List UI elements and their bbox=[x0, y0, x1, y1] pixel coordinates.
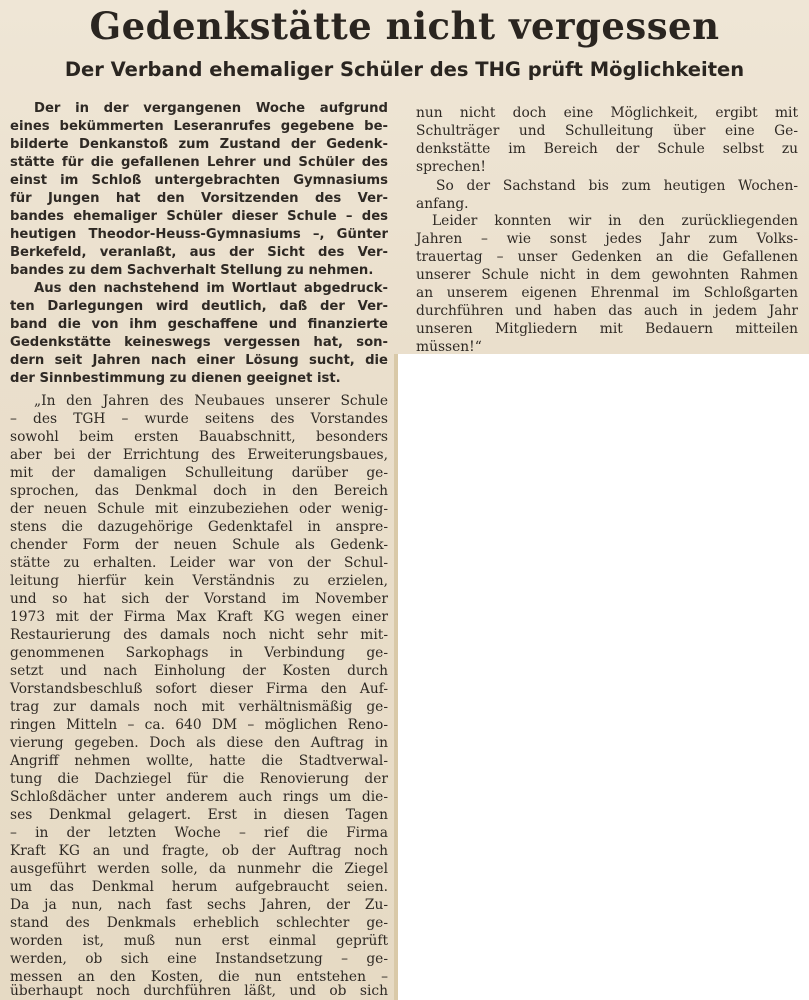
body-line: setzt und nach Einholung der Kosten durch bbox=[10, 663, 388, 679]
body-line: Schloßdächer unter anderem auch rings um die- bbox=[10, 789, 388, 805]
lead-line: heutigen Theodor-Heuss-Gymnasiums –, Günter bbox=[10, 227, 388, 242]
body-line: stand des Denkmals erheblich schlechter ge- bbox=[10, 915, 388, 931]
right-line: unseren Mitgliedern mit Bedauern mitteilen bbox=[416, 321, 798, 337]
body-line: ringen Mitteln – ca. 640 DM – möglichen Reno- bbox=[10, 717, 388, 733]
body-line: werden, ob sich eine Instandsetzung – ge- bbox=[10, 951, 388, 967]
body-line: sprochen, das Denkmal doch in den Bereich bbox=[10, 483, 388, 499]
body-line: ses Denkmal gelagert. Erst in diesen Tagen bbox=[10, 807, 388, 823]
lead-line: Gedenkstätte keineswegs vergessen hat, son- bbox=[10, 335, 388, 350]
right-line: So der Sachstand bis zum heutigen Wochen- bbox=[436, 178, 798, 194]
body-line: genommenen Sarkophags in Verbindung ge- bbox=[10, 645, 388, 661]
right-line: Jahren – wie sonst jedes Jahr zum Volks- bbox=[416, 231, 798, 247]
body-line: Da ja nun, nach fast sechs Jahren, der Zu- bbox=[10, 897, 388, 913]
body-line: Angriff nehmen wollte, hatte die Stadtverwal- bbox=[10, 753, 388, 769]
lead-line: stätte für die gefallenen Lehrer und Schüler des bbox=[10, 155, 388, 170]
lead-line: bandes zu dem Sachverhalt Stellung zu nehmen. bbox=[10, 263, 374, 278]
body-line: chender Form der neuen Schule als Gedenk- bbox=[10, 537, 388, 553]
body-line: stens die dazugehörige Gedenktafel in anspre- bbox=[10, 519, 388, 535]
lead-line: für Jungen hat den Vorsitzenden des Ver- bbox=[10, 191, 388, 206]
lead-line: bandes ehemaliger Schüler dieser Schule – des bbox=[10, 209, 388, 224]
right-line: trauertag – unser Gedenken an die Gefallenen bbox=[416, 249, 798, 265]
body-line: – in der letzten Woche – rief die Firma bbox=[10, 825, 388, 841]
body-line: um das Denkmal herum aufgebraucht seien. bbox=[10, 879, 388, 895]
body-line: Vorstandsbeschluß sofort dieser Firma den Auf- bbox=[10, 681, 388, 697]
body-line: sowohl beim ersten Bauabschnitt, besonders bbox=[10, 429, 388, 445]
body-line: messen an den Kosten, die nun entstehen – bbox=[10, 969, 388, 985]
right-line: denkstätte im Bereich der Schule selbst zu bbox=[416, 141, 798, 157]
lead-line: eines bekümmerten Leseranrufes gegebene be- bbox=[10, 119, 388, 134]
body-line: worden ist, muß nun erst einmal geprüft bbox=[10, 933, 388, 949]
body-line: mit der damaligen Schulleitung darüber ge- bbox=[10, 465, 388, 481]
body-line: tung die Dachziegel für die Renovierung der bbox=[10, 771, 388, 787]
lead-line: einst im Schloß untergebrachten Gymnasiums bbox=[10, 173, 388, 188]
article-headline: Gedenkstätte nicht vergessen bbox=[89, 4, 720, 48]
article-subheadline: Der Verband ehemaliger Schüler des THG prüft Möglichkeiten bbox=[64, 58, 745, 81]
lead-line: Aus den nachstehend im Wortlaut abgedruck- bbox=[34, 281, 388, 296]
lead-line: der Sinnbestimmung zu dienen geeignet ist. bbox=[10, 371, 341, 386]
body-line: 1973 mit der Firma Max Kraft KG wegen einer bbox=[10, 609, 388, 625]
body-line: Restaurierung des damals noch nicht sehr mit- bbox=[10, 627, 388, 643]
body-line: ausgeführt werden solle, da nunmehr die Ziegel bbox=[10, 861, 388, 877]
body-line: stätte zu erhalten. Leider war von der Schul- bbox=[10, 555, 388, 571]
right-line: unserer Schule nicht in dem gewohnten Rahmen bbox=[416, 267, 798, 283]
body-line: trag zur damals noch mit verhältnismäßig ge- bbox=[10, 699, 388, 715]
right-line: Schulträger und Schulleitung über eine Ge- bbox=[416, 123, 798, 139]
right-line: durchführen und haben das auch in jedem Jahr bbox=[416, 303, 798, 319]
right-line: Leider konnten wir in den zurückliegenden bbox=[432, 213, 798, 229]
lead-line: Der in der vergangenen Woche aufgrund bbox=[34, 101, 388, 116]
body-line: vierung gegeben. Doch als diese den Auftrag in bbox=[10, 735, 388, 751]
body-line: „In den Jahren des Neubaues unserer Schule bbox=[34, 393, 388, 409]
lead-line: bilderte Denkanstoß zum Zustand der Gedenk- bbox=[10, 137, 388, 152]
body-line: Kraft KG an und fragte, ob der Auftrag noch bbox=[10, 843, 388, 859]
right-line: müssen!“ bbox=[416, 339, 482, 355]
right-line: nun nicht doch eine Möglichkeit, ergibt mit bbox=[416, 105, 798, 121]
body-line: überhaupt noch durchführen läßt, und ob sich bbox=[10, 983, 388, 999]
body-line: leitung hierfür kein Verständnis zu erzielen, bbox=[10, 573, 388, 589]
body-line: – des TGH – wurde seitens des Vorstandes bbox=[10, 411, 388, 427]
lead-line: Berkefeld, veranlaßt, aus der Sicht des Ver- bbox=[10, 245, 388, 260]
body-line: aber bei der Errichtung des Erweiterungsbaues, bbox=[10, 447, 388, 463]
clipping-torn-edge bbox=[394, 354, 398, 1000]
body-line: und so hat sich der Vorstand im November bbox=[10, 591, 388, 607]
lead-line: dern seit Jahren nach einer Lösung sucht, die bbox=[10, 353, 388, 368]
right-line: anfang. bbox=[416, 196, 469, 212]
right-line: sprechen! bbox=[416, 159, 486, 175]
lead-line: band die von ihm geschaffene und finanzierte bbox=[10, 317, 388, 332]
right-line: an unserem eigenen Ehrenmal im Schloßgarten bbox=[416, 285, 798, 301]
body-line: der neuen Schule mit einzubeziehen oder wenig- bbox=[10, 501, 388, 517]
lead-line: ten Darlegungen wird deutlich, daß der Ver- bbox=[10, 299, 388, 314]
